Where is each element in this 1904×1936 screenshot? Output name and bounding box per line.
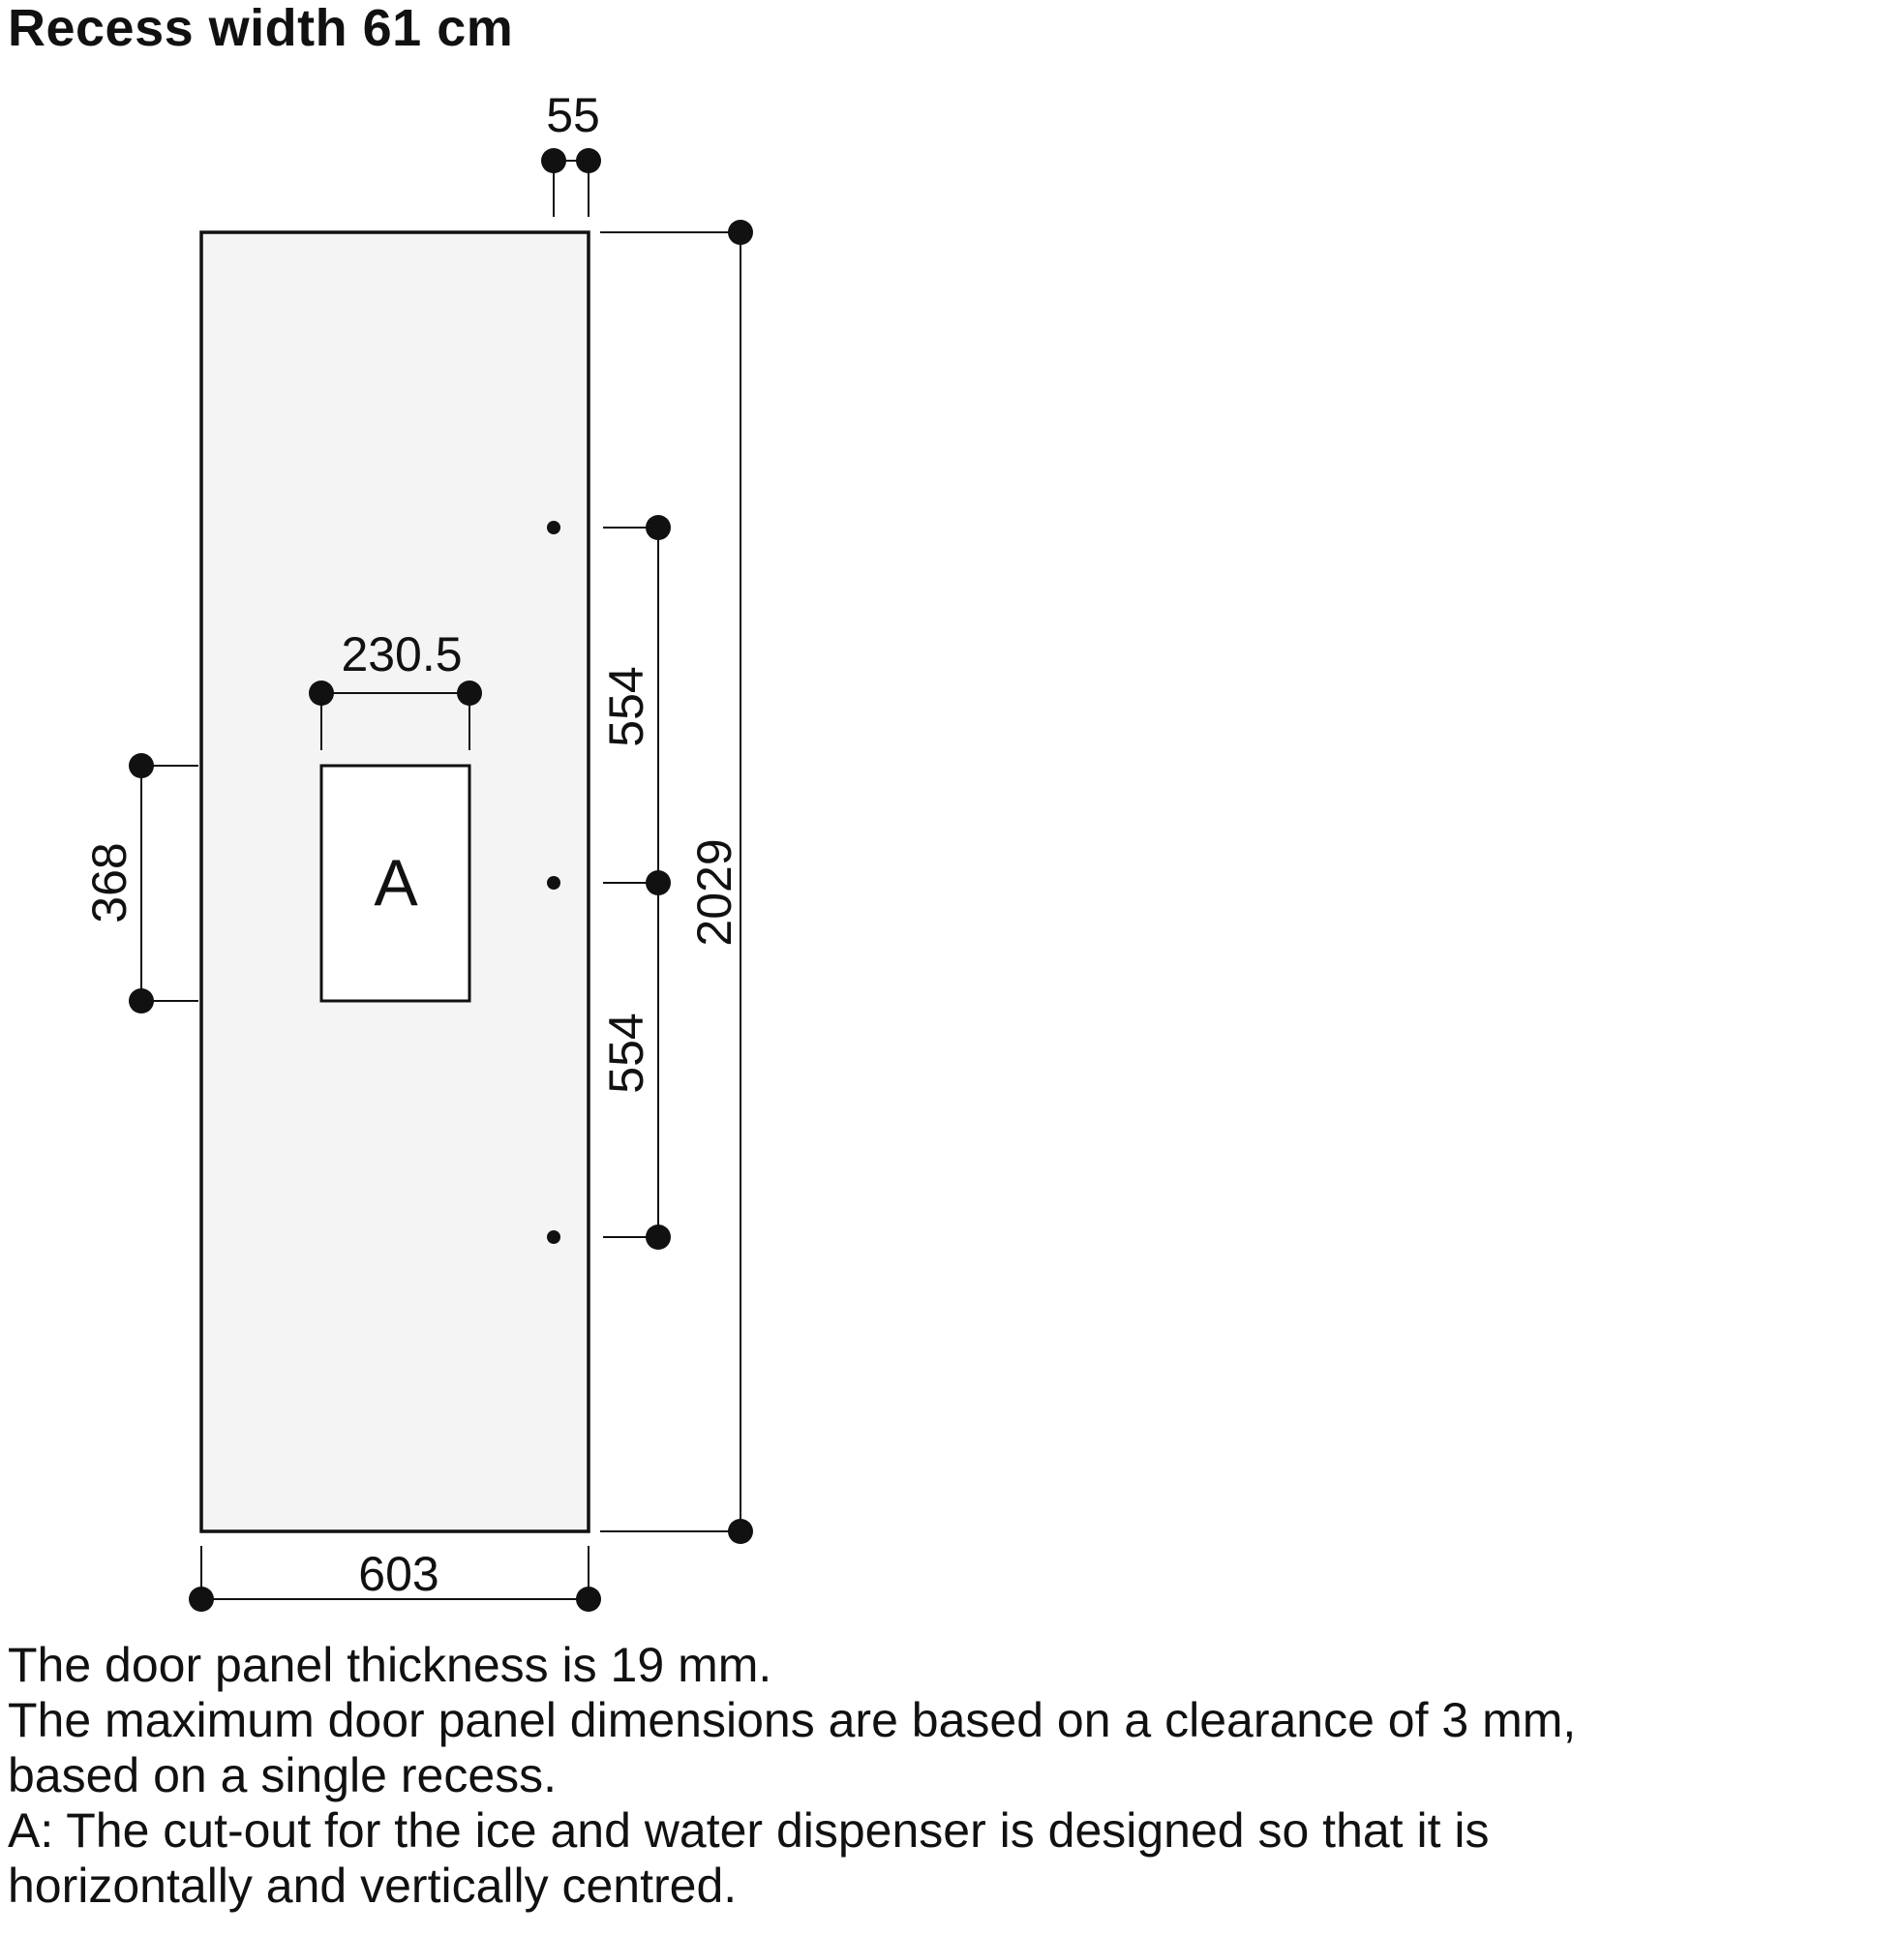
- dim-point: [576, 1587, 601, 1612]
- dim-point: [576, 148, 601, 173]
- mounting-hole: [547, 876, 560, 890]
- dim-label-lower-spacing: 554: [599, 1013, 653, 1094]
- dim-point: [728, 220, 753, 245]
- dim-point: [728, 1519, 753, 1544]
- dim-point: [541, 148, 566, 173]
- dim-point: [457, 681, 482, 706]
- note-line: The door panel thickness is 19 mm.: [8, 1638, 772, 1692]
- dim-label-upper-spacing: 554: [599, 666, 653, 747]
- note-line: A: The cut-out for the ice and water dispenser is designed so that it is: [8, 1803, 1490, 1858]
- cutout-label: A: [374, 846, 418, 920]
- note-line: horizontally and vertically centred.: [8, 1859, 738, 1913]
- dimension-cutout-height: [141, 766, 198, 1001]
- dim-point: [646, 515, 671, 540]
- dim-label-cutout-width: 230.5: [341, 627, 463, 681]
- mounting-hole: [547, 521, 560, 534]
- dim-label-cutout-height: 368: [82, 842, 136, 923]
- dim-label-panel-height: 2029: [687, 838, 741, 947]
- notes: [8, 1638, 1576, 1914]
- dim-point: [309, 681, 334, 706]
- dim-label-panel-width: 603: [358, 1547, 439, 1601]
- dim-point: [646, 870, 671, 895]
- dim-point: [129, 753, 154, 778]
- note-line: based on a single recess.: [8, 1748, 558, 1802]
- dim-point: [189, 1587, 214, 1612]
- note-line: The maximum door panel dimensions are based on a clearance of 3 mm,: [8, 1693, 1577, 1747]
- dim-label-top-offset: 55: [546, 88, 600, 142]
- mounting-hole: [547, 1230, 560, 1244]
- dim-point: [646, 1225, 671, 1250]
- page-title: Recess width 61 cm: [8, 0, 514, 57]
- dim-point: [129, 988, 154, 1013]
